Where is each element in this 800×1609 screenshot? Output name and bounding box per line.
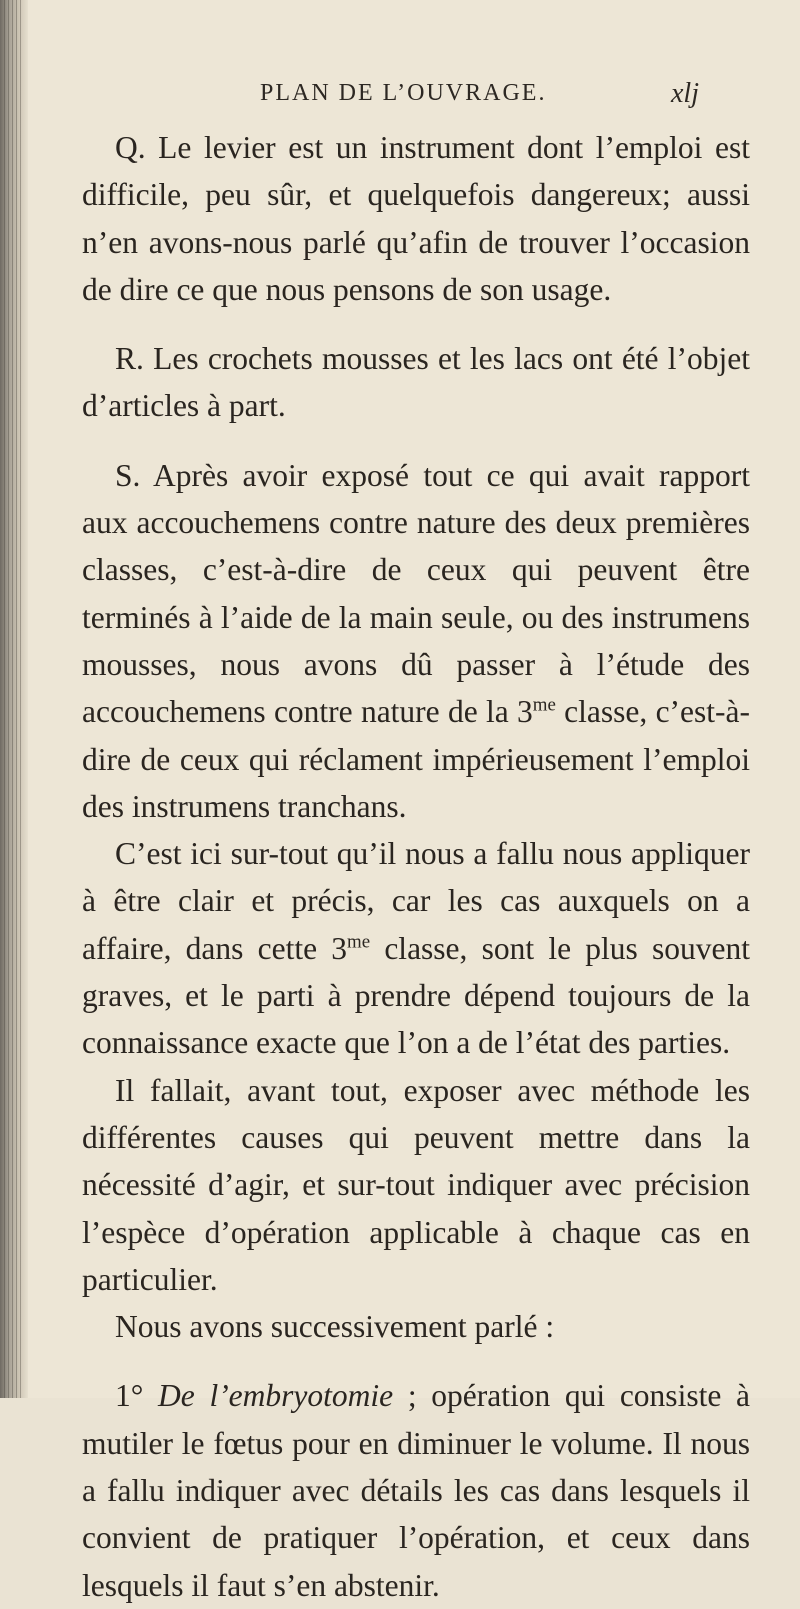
list-item-1-number: 1°	[115, 1378, 159, 1414]
paragraph-cest-superscript: me	[347, 931, 371, 953]
paragraph-q: Q. Le levier est un instrument dont l’emploi est difficile, peu sûr, et quelquefois dangereux; aussi n’en avons-nous parlé qu’afin de trouver l’occasion de dire ce que nous pensons de son usage.	[82, 130, 750, 307]
list-item-1-text: ; opération qui consiste à mutiler le fœtus pour en diminuer le volume. Il nous a fallu indiquer avec détails les cas dans lesquels il convient de pratiquer l’opération, et ceux dans lesquels il faut s’en abstenir.	[82, 1378, 750, 1603]
page-number: xlj	[671, 78, 699, 109]
list-item-1-title: De l’embryotomie	[158, 1378, 394, 1414]
paragraph-r: R. Les crochets mousses et les lacs ont été l’objet d’articles à part.	[82, 341, 750, 424]
paragraph-s-text-2: classe, c’est-à-dire de ceux qui réclament impérieusement l’emploi des instrumens tranchans.	[82, 694, 750, 824]
page-header	[28, 80, 800, 120]
book-page	[28, 0, 800, 1603]
running-title: PLAN DE L’OUVRAGE.	[260, 80, 547, 106]
paragraph-s	[82, 452, 750, 830]
paragraph-il: Il fallait, avant tout, exposer avec méthode les différentes causes qui peuvent mettre dans la nécessité d’agir, et sur-tout indiquer avec précision l’espèce d’opération applicable à chaque cas en particulier.	[82, 1072, 750, 1297]
list-item-1	[82, 1372, 750, 1608]
page-stack-lines	[4, 0, 22, 1398]
paragraph-cest-text-2: classe, sont le plus souvent graves, et le parti à prendre dépend toujours de la connaissance exacte que l’on a de l’état des parties.	[82, 930, 750, 1061]
body-text	[82, 124, 750, 1609]
paragraph-nous: Nous avons successivement parlé :	[115, 1309, 555, 1345]
paragraph-cest	[82, 830, 750, 1066]
paragraph-s-superscript: me	[532, 694, 556, 716]
paragraph-cest-text-1: C’est ici sur-tout qu’il nous a fallu nous appliquer à être clair et précis, car les cas auxquels on a affaire, dans cette 3	[82, 836, 750, 966]
paragraph-s-text-1: S. Après avoir exposé tout ce qui avait rapport aux accouchemens contre nature des deux premières classes, c’est-à-dire de ceux qui peuvent être terminés à l’aide de la main seule, ou des instrumens mousses, nous avons dû passer à l’étude des accouchemens contre nature de la 3	[82, 457, 750, 730]
